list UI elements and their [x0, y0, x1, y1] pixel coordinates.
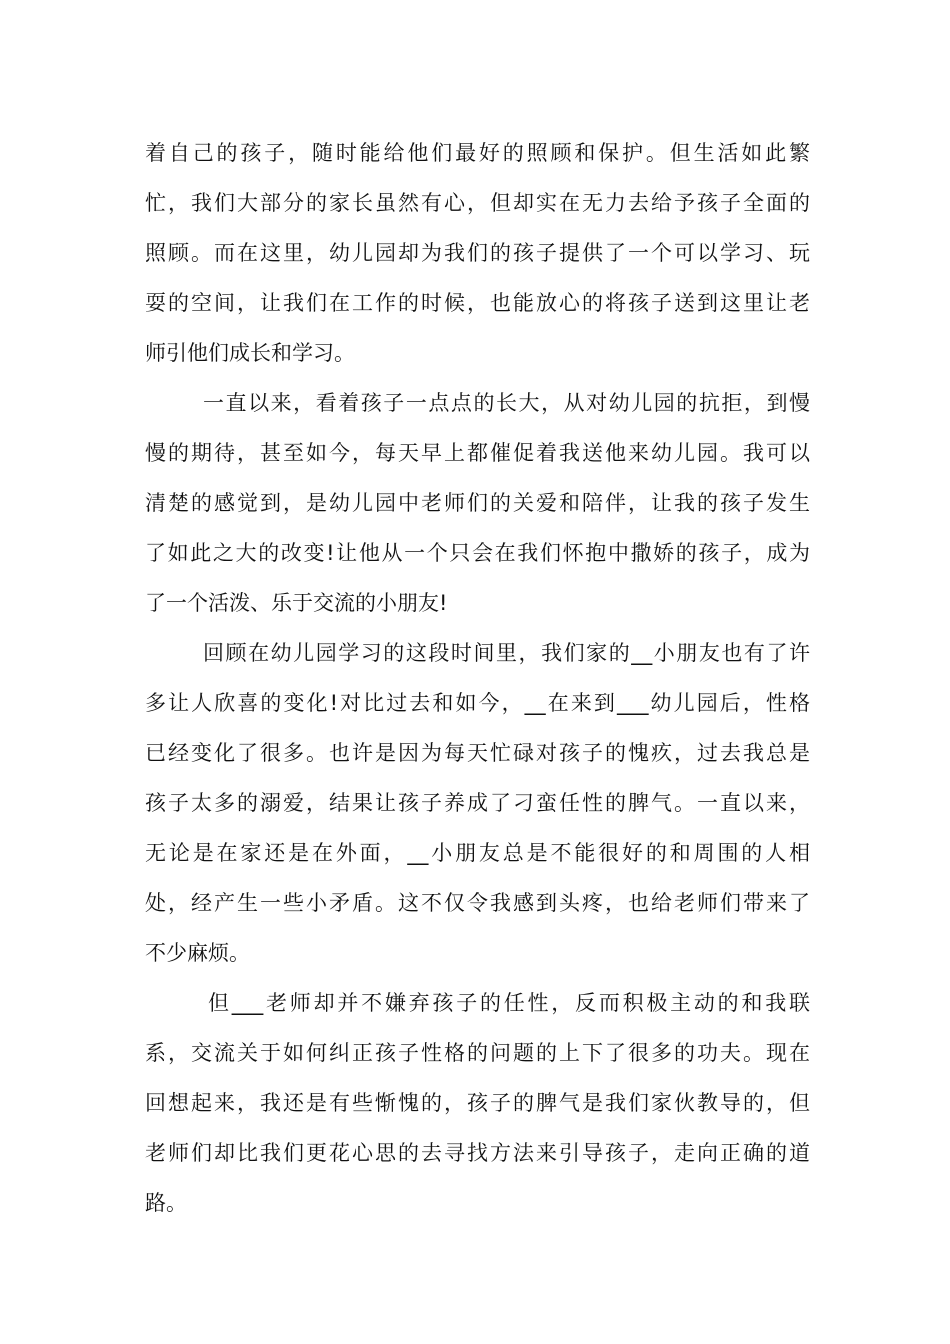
text-line: 系，交流关于如何纠正孩子性格的问题的上下了很多的功夫。现在	[145, 1041, 810, 1065]
text-line: 着自己的孩子，随时能给他们最好的照顾和保护。但生活如此繁	[145, 141, 810, 165]
text-line: 多让人欣喜的变化!对比过去和如今，__在来到___幼儿园后，性格	[145, 691, 810, 715]
text-line: 但___老师却并不嫌弃孩子的任性，反而积极主动的和我联	[208, 991, 810, 1015]
text-line: 回想起来，我还是有些惭愧的，孩子的脾气是我们家伙教导的，但	[145, 1091, 810, 1115]
document-body	[145, 128, 810, 1228]
text-line: 不少麻烦。	[145, 941, 250, 965]
paragraph-3	[145, 628, 810, 978]
text-line: 耍的空间，让我们在工作的时候，也能放心的将孩子送到这里让老	[145, 291, 810, 315]
paragraph-4	[145, 978, 810, 1228]
text-line: 回顾在幼儿园学习的这段时间里，我们家的__小朋友也有了许	[203, 641, 810, 665]
paragraph-2	[145, 378, 810, 628]
text-line: 老师们却比我们更花心思的去寻找方法来引导孩子，走向正确的道	[145, 1141, 810, 1165]
text-line: 已经变化了很多。也许是因为每天忙碌对孩子的愧疚，过去我总是	[145, 741, 810, 765]
text-line: 无论是在家还是在外面，__小朋友总是不能很好的和周围的人相	[145, 841, 810, 865]
text-line: 清楚的感觉到，是幼儿园中老师们的关爱和陪伴，让我的孩子发生	[145, 491, 810, 515]
text-line: 孩子太多的溺爱，结果让孩子养成了刁蛮任性的脾气。一直以来，	[145, 791, 810, 815]
text-line: 一直以来，看着孩子一点点的长大，从对幼儿园的抗拒，到慢	[203, 391, 810, 415]
text-line: 照顾。而在这里，幼儿园却为我们的孩子提供了一个可以学习、玩	[145, 241, 810, 265]
paragraph-1	[145, 128, 810, 378]
text-line: 忙，我们大部分的家长虽然有心，但却实在无力去给予孩子全面的	[145, 191, 810, 215]
text-line: 慢的期待，甚至如今，每天早上都催促着我送他来幼儿园。我可以	[145, 441, 810, 465]
text-line: 处，经产生一些小矛盾。这不仅令我感到头疼，也给老师们带来了	[145, 891, 810, 915]
text-line: 了一个活泼、乐于交流的小朋友!	[145, 591, 448, 615]
text-line: 路。	[145, 1191, 187, 1215]
text-line: 师引他们成长和学习。	[145, 341, 355, 365]
text-line: 了如此之大的改变!让他从一个只会在我们怀抱中撒娇的孩子，成为	[145, 541, 810, 565]
